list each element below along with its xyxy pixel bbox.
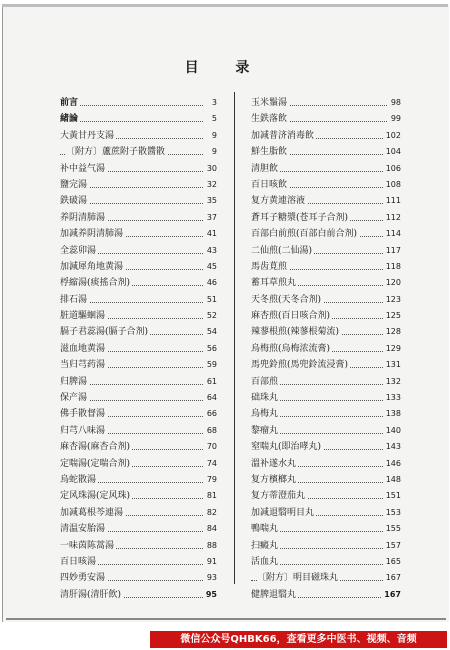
toc-left-column (60, 95, 217, 603)
toc-entry (251, 292, 401, 308)
toc-entry (251, 505, 401, 521)
toc-entry (251, 193, 401, 209)
toc-entry-label: 补中益气湯 (60, 161, 107, 177)
toc-entry-page: 74 (205, 456, 217, 472)
toc-entry-label: 归脾湯 (60, 374, 89, 390)
toc-entry-label: 玉米鬚湯 (251, 95, 289, 111)
toc-entry (60, 243, 217, 259)
toc-entry-page: 82 (205, 505, 217, 521)
toc-entry-page: 68 (205, 423, 217, 439)
toc-entry (60, 177, 217, 193)
toc-entry-label: 全蕊卯湯 (60, 243, 98, 259)
toc-entry-page: 37 (205, 210, 217, 226)
toc-entry-page: 9 (210, 144, 217, 160)
column-divider (234, 92, 235, 584)
toc-entry (251, 128, 401, 144)
toc-entry (60, 324, 217, 340)
toc-entry-page: 51 (205, 292, 217, 308)
toc-entry-label: 清温安胎湯 (60, 521, 107, 537)
toc-entry-page: 79 (205, 472, 217, 488)
toc-entry-label: 保产湯 (60, 390, 89, 406)
toc-entry-page: 167 (382, 587, 401, 603)
toc-entry-page: 112 (384, 210, 401, 226)
toc-entry-label: 加减葛根芩連湯 (60, 505, 125, 521)
toc-entry-label: 窒喘丸(即治哮丸) (251, 439, 323, 455)
toc-entry-page: 153 (384, 505, 401, 521)
toc-entry (60, 406, 217, 422)
toc-entry (60, 95, 217, 111)
toc-entry (60, 308, 217, 324)
page-title: 目 录 (184, 60, 266, 76)
toc-entry-page: 88 (205, 538, 217, 554)
toc-entry-page: 81 (205, 488, 217, 504)
toc-entry (251, 144, 401, 160)
toc-entry-page: 114 (384, 226, 401, 242)
toc-entry-page: 84 (205, 521, 217, 537)
toc-entry (251, 210, 401, 226)
toc-entry (251, 341, 401, 357)
toc-entry (60, 193, 217, 209)
toc-entry (251, 538, 401, 554)
toc-entry-page: 66 (205, 406, 217, 422)
toc-entry-label: 加减普济消毒飲 (251, 128, 316, 144)
toc-entry-label: 麻杏湯(麻杏合剂) (60, 439, 132, 455)
toc-entry-page: 143 (384, 439, 401, 455)
toc-entry (60, 521, 217, 537)
toc-entry-label: 鉄破湯 (60, 193, 89, 209)
toc-entry-label: 溫补遂水丸 (251, 456, 298, 472)
toc-right-column (251, 95, 401, 603)
toc-entry-page: 125 (384, 308, 401, 324)
toc-entry (251, 226, 401, 242)
toc-entry-label: 一味茵陈蒿湯 (60, 538, 116, 554)
toc-entry-label: 四妙勇安湯 (60, 570, 107, 586)
toc-entry-page: 131 (384, 357, 401, 373)
toc-entry-page: 9 (210, 128, 217, 144)
toc-entry-label: 烏梅丸 (251, 406, 280, 422)
toc-entry-page: 46 (205, 275, 217, 291)
toc-entry-label: 蒼耳子糖漿(苍耳子合剂) (251, 210, 350, 226)
toc-entry (60, 226, 217, 242)
toc-entry-page: 157 (384, 538, 401, 554)
toc-entry-page: 70 (205, 439, 217, 455)
toc-entry (251, 488, 401, 504)
toc-entry-page: 133 (384, 390, 401, 406)
toc-entry (251, 161, 401, 177)
toc-entry-page: 123 (384, 292, 401, 308)
toc-entry-page: 128 (384, 324, 401, 340)
toc-entry-page: 104 (384, 144, 401, 160)
toc-entry-label: 桴縮湯(痰搖合剂) (60, 275, 132, 291)
toc-entry (60, 374, 217, 390)
toc-entry-page: 98 (389, 95, 401, 111)
toc-entry-label: 〔附方〕蘆蔗附子散醬散 (66, 144, 167, 160)
toc-entry-page: 167 (384, 570, 401, 586)
toc-entry-label: 复方蒂澄茄丸 (251, 488, 307, 504)
toc-entry-label: 百部煎 (251, 374, 280, 390)
toc-entry-page: 138 (384, 406, 401, 422)
toc-entry-page: 41 (205, 226, 217, 242)
toc-entry (60, 456, 217, 472)
toc-entry (60, 111, 217, 127)
wechat-banner: 微信公众号QHBK66，查看更多中医书、视频、音频 (150, 631, 447, 648)
toc-entry (251, 324, 401, 340)
toc-entry (60, 259, 217, 275)
toc-entry (60, 161, 217, 177)
toc-entry-label: 辣蓼根煎(辣蓼根菊流) (251, 324, 341, 340)
toc-entry (251, 308, 401, 324)
toc-entry-label: 烏蛇散湯 (60, 472, 98, 488)
toc-entry-label: 复方檳榔丸 (251, 472, 298, 488)
toc-entry-label: 当归芎药湯 (60, 357, 107, 373)
toc-entry-label: 础珠丸 (251, 390, 280, 406)
toc-entry (60, 538, 217, 554)
toc-entry-page: 45 (205, 259, 217, 275)
toc-entry-label: 脏道驅蛔湯 (60, 308, 107, 324)
toc-entry (60, 505, 217, 521)
toc-entry-label: 馬齿莧煎 (251, 259, 289, 275)
toc-entry-label: 定喘湯(定喘合剂) (60, 456, 132, 472)
toc-entry-page: 3 (210, 95, 217, 111)
toc-entry-label: 麻杏煎(百日咳合剂) (251, 308, 332, 324)
toc-entry (60, 357, 217, 373)
toc-entry (251, 472, 401, 488)
toc-entry (251, 177, 401, 193)
toc-entry-label: 鹽完湯 (60, 177, 89, 193)
toc-entry (251, 357, 401, 373)
toc-entry (251, 423, 401, 439)
toc-entry-page: 56 (205, 341, 217, 357)
dot-leader (60, 121, 203, 122)
page-top-edge (2, 4, 448, 7)
toc-entry (60, 144, 217, 160)
toc-entry-page: 117 (384, 243, 401, 259)
toc-entry (60, 341, 217, 357)
toc-entry (251, 374, 401, 390)
toc-entry-label: 百部白前煎(百部白前合剂) (251, 226, 359, 242)
toc-entry-page: 108 (384, 177, 401, 193)
toc-entry-page: 93 (205, 570, 217, 586)
toc-entry-page: 140 (384, 423, 401, 439)
toc-entry-page: 91 (205, 554, 217, 570)
toc-entry-page: 111 (384, 193, 401, 209)
toc-entry-label: 加减养阴清肺湯 (60, 226, 125, 242)
toc-entry-label: 前言 (60, 95, 80, 111)
toc-entry-label: 大黃甘丹支湯 (60, 128, 116, 144)
toc-entry-label: 生鉄落飲 (251, 111, 289, 127)
toc-entry-page: 30 (205, 161, 217, 177)
toc-entry-page: 118 (384, 259, 401, 275)
toc-entry-page: 5 (210, 111, 217, 127)
toc-entry-page: 106 (384, 161, 401, 177)
toc-entry-page: 95 (204, 587, 217, 603)
toc-entry (60, 275, 217, 291)
toc-entry-label: 健脾退翳丸 (251, 587, 298, 603)
toc-entry (60, 210, 217, 226)
toc-entry-page: 155 (384, 521, 401, 537)
toc-entry-label: 馬兜鈴煎(馬兜鈴流浸膏) (251, 357, 350, 373)
toc-entry (251, 390, 401, 406)
toc-entry-page: 99 (389, 111, 401, 127)
toc-entry (251, 456, 401, 472)
toc-entry-page: 54 (205, 324, 217, 340)
toc-entry-label: 活血丸 (251, 554, 280, 570)
toc-entry-page: 151 (384, 488, 401, 504)
toc-entry-label: 清胆飲 (251, 161, 280, 177)
toc-entry-label: 扫癜丸 (251, 538, 280, 554)
toc-entry-label: 养阴清肺湯 (60, 210, 107, 226)
toc-entry-label: 烏梅煎(烏梅浓流膏) (251, 341, 332, 357)
toc-entry-label: 蓄耳草煎丸 (251, 275, 298, 291)
toc-entry (251, 259, 401, 275)
toc-entry (251, 439, 401, 455)
toc-entry (251, 275, 401, 291)
toc-entry-page: 148 (384, 472, 401, 488)
toc-entry-page: 102 (384, 128, 401, 144)
toc-entry (251, 95, 401, 111)
toc-entry-label: 鴨喘丸 (251, 521, 280, 537)
toc-entry (60, 390, 217, 406)
toc-entry-label: 滋血地黄湯 (60, 341, 107, 357)
toc-entry-label: 緒論 (60, 111, 80, 127)
toc-entry (251, 587, 401, 603)
toc-entry-page: 59 (205, 357, 217, 373)
toc-entry (251, 406, 401, 422)
toc-entry-page: 61 (205, 374, 217, 390)
toc-entry (60, 128, 217, 144)
toc-entry (60, 570, 217, 586)
toc-entry (60, 423, 217, 439)
toc-entry-page: 52 (205, 308, 217, 324)
toc-entry-label: 百日咳飲 (251, 177, 289, 193)
toc-entry (60, 587, 217, 603)
toc-entry-label: 复方黄連溶液 (251, 193, 307, 209)
toc-entry-label: 黎瘤丸 (251, 423, 280, 439)
toc-entry-page: 165 (384, 554, 401, 570)
toc-entry-label: 归芎八味湯 (60, 423, 107, 439)
toc-entry (251, 521, 401, 537)
toc-entry (251, 554, 401, 570)
toc-entry (60, 439, 217, 455)
toc-entry-label: 〔附方〕明目磁珠丸 (257, 570, 340, 586)
toc-entry (60, 554, 217, 570)
toc-entry-label: 清肝湯(清肝飲) (60, 587, 123, 603)
toc-entry-page: 120 (384, 275, 401, 291)
toc-entry (251, 570, 401, 586)
toc-entry-label: 加减退翳明目丸 (251, 505, 316, 521)
dot-leader (60, 105, 203, 106)
toc-entry-label: 定风珠湯(定风珠) (60, 488, 132, 504)
toc-entry (60, 472, 217, 488)
toc-entry-page: 35 (205, 193, 217, 209)
toc-entry (251, 111, 401, 127)
toc-entry (60, 292, 217, 308)
toc-entry (60, 488, 217, 504)
toc-entry-label: 膈子君蕊湯(膈子合剂) (60, 324, 150, 340)
toc-entry-label: 佛手散督湯 (60, 406, 107, 422)
toc-entry (251, 243, 401, 259)
toc-entry-label: 排石湯 (60, 292, 89, 308)
page-bottom-edge (6, 618, 446, 620)
toc-entry-page: 129 (384, 341, 401, 357)
toc-entry-label: 百日咳湯 (60, 554, 98, 570)
toc-entry-label: 二仙煎(二仙湯) (251, 243, 314, 259)
toc-entry-label: 天冬煎(天冬合剂) (251, 292, 323, 308)
toc-entry-label: 鮮生脂飲 (251, 144, 289, 160)
toc-entry-label: 加減犀角地黄湯 (60, 259, 125, 275)
toc-entry-page: 32 (205, 177, 217, 193)
toc-entry-page: 64 (205, 390, 217, 406)
toc-entry-page: 43 (205, 243, 217, 259)
toc-entry-page: 132 (384, 374, 401, 390)
toc-entry-page: 146 (384, 456, 401, 472)
